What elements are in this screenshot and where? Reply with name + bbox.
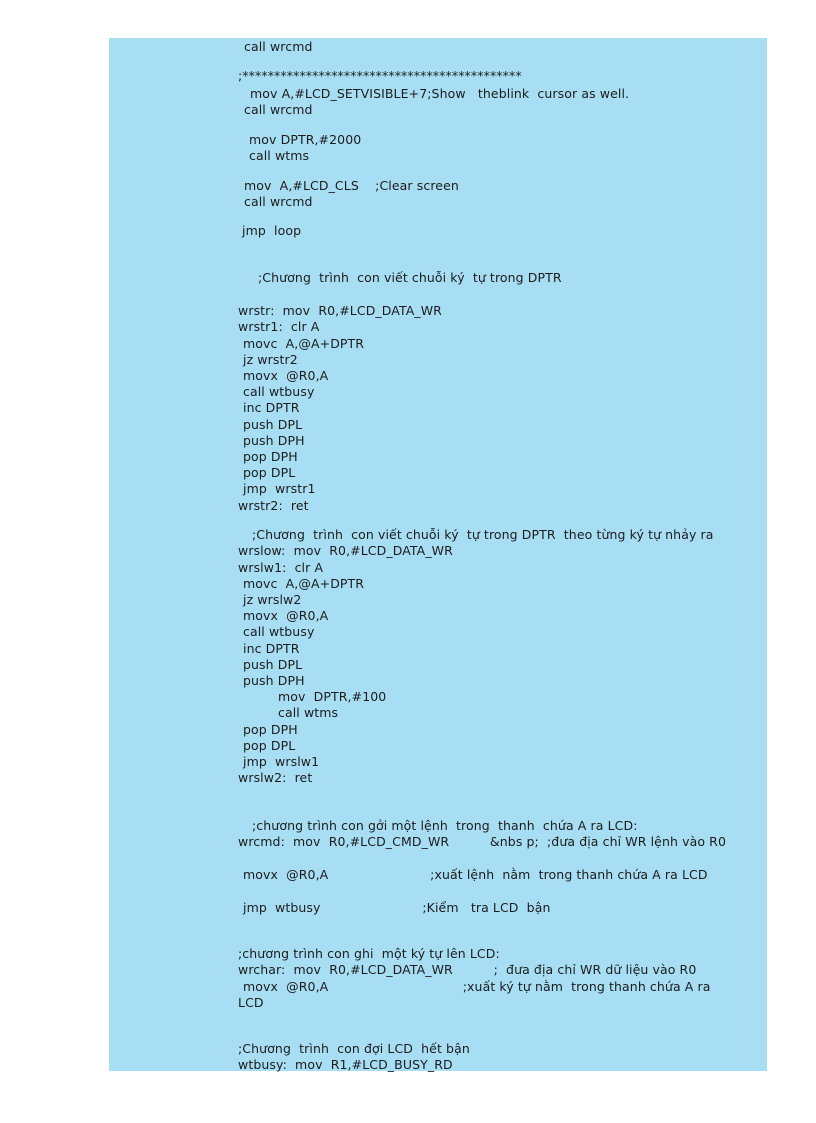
code-line: pop DPL (243, 738, 296, 753)
code-line: wrslow: mov R0,#LCD_DATA_WR (238, 543, 453, 558)
code-line: inc DPTR (243, 641, 300, 656)
code-line: pop DPH (243, 449, 298, 464)
code-line: wrstr1: clr A (238, 319, 320, 334)
code-line: mov A,#LCD_CLS ;Clear screen (244, 178, 459, 193)
code-line: wrchar: mov R0,#LCD_DATA_WR ; đưa địa chỉ WR dữ liệu vào R0 (238, 962, 697, 977)
code-line: jmp loop (242, 223, 302, 238)
code-comment: ;Chương trình con đợi LCD hết bận (238, 1041, 470, 1056)
code-line: call wtms (249, 148, 310, 163)
code-line: jz wrstr2 (243, 352, 298, 367)
code-line: wrstr2: ret (238, 498, 309, 513)
code-line: call wtbusy (243, 384, 315, 399)
code-line: push DPH (243, 673, 305, 688)
code-line: movc A,@A+DPTR (243, 576, 365, 591)
code-line: mov DPTR,#2000 (249, 132, 362, 147)
code-comment: ;chương trình con gởi một lệnh trong thanh chứa A ra LCD: (252, 818, 638, 833)
code-comment: ;Chương trình con viết chuỗi ký tự trong DPTR theo từng ký tự nhảy ra (252, 527, 714, 542)
code-line: wrcmd: mov R0,#LCD_CMD_WR &nbs p; ;đưa địa chỉ WR lệnh vào R0 (238, 834, 726, 849)
comment-separator: ;******************************************** (238, 68, 522, 83)
code-line: call wtms (278, 705, 339, 720)
code-line: movc A,@A+DPTR (243, 336, 365, 351)
code-comment: ;Chương trình con viết chuỗi ký tự trong DPTR (258, 270, 562, 285)
code-line: LCD (238, 995, 264, 1010)
code-line: wrslw2: ret (238, 770, 313, 785)
code-line: jmp wtbusy ;Kiểm tra LCD bận (243, 900, 551, 915)
code-line: jmp wrslw1 (243, 754, 320, 769)
code-line: movx @R0,A (243, 608, 329, 623)
code-comment: ;chương trình con ghi một ký tự lên LCD: (238, 946, 500, 961)
code-line: push DPH (243, 433, 305, 448)
code-line: movx @R0,A ;xuất ký tự nằm trong thanh chứa A ra (243, 979, 711, 994)
code-line: push DPL (243, 657, 303, 672)
code-line: wtbusy: mov R1,#LCD_BUSY_RD (238, 1057, 453, 1072)
code-line: call wtbusy (243, 624, 315, 639)
code-line: movx @R0,A (243, 368, 329, 383)
code-line: inc DPTR (243, 400, 300, 415)
code-line: mov DPTR,#100 (278, 689, 387, 704)
code-line: pop DPH (243, 722, 298, 737)
code-line: pop DPL (243, 465, 296, 480)
code-line: jz wrslw2 (243, 592, 302, 607)
code-line: wrstr: mov R0,#LCD_DATA_WR (238, 303, 442, 318)
code-line: call wrcmd (244, 39, 313, 54)
code-line: call wrcmd (244, 102, 313, 117)
code-line: push DPL (243, 417, 303, 432)
code-line: movx @R0,A ;xuất lệnh nằm trong thanh chứa A ra LCD (243, 867, 708, 882)
code-line: wrslw1: clr A (238, 560, 324, 575)
code-line: mov A,#LCD_SETVISIBLE+7;Show theblink cursor as well. (250, 86, 630, 101)
code-line: jmp wrstr1 (243, 481, 316, 496)
code-line: call wrcmd (244, 194, 313, 209)
